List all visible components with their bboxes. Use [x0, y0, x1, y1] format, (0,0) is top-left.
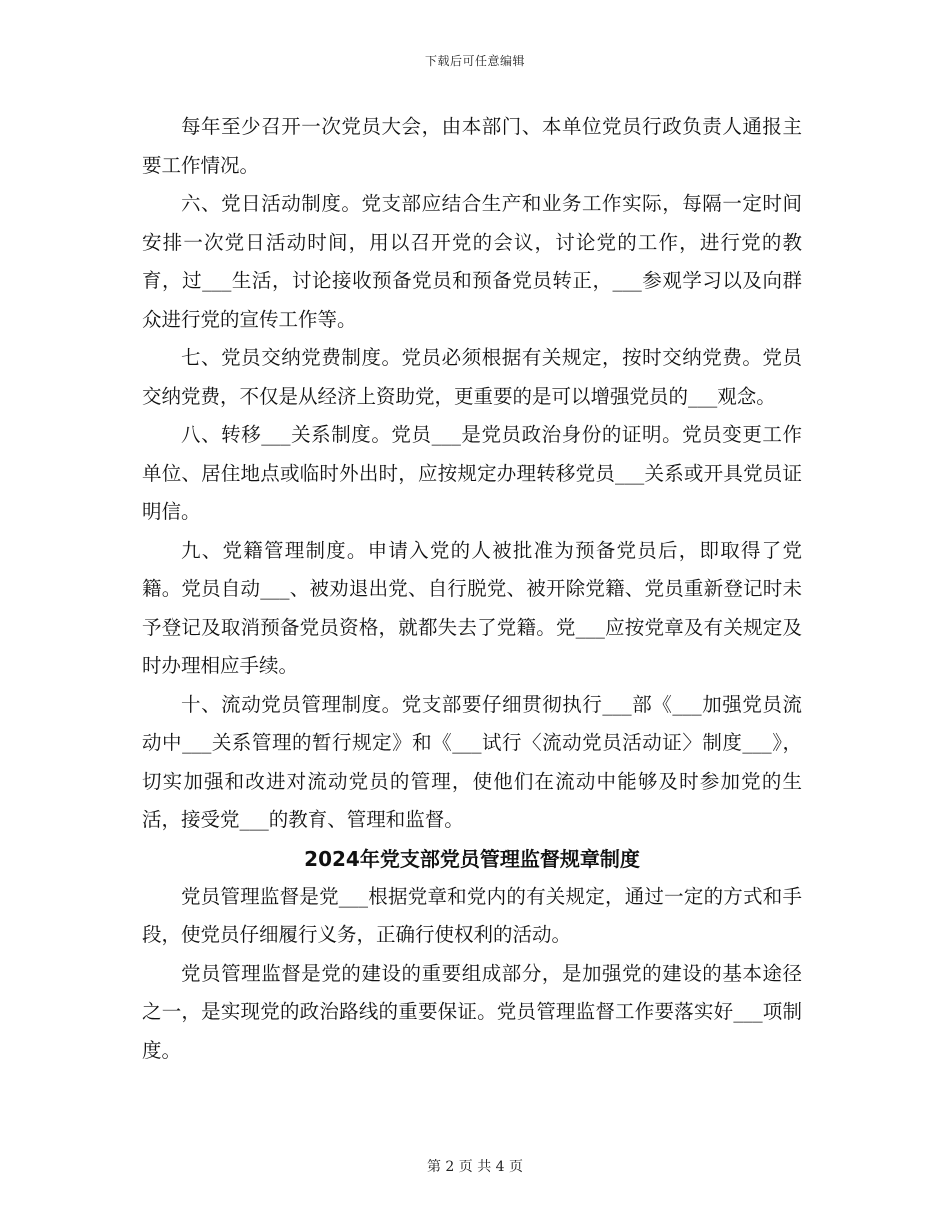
- paragraph-supervision-importance: 党员管理监督是党的建设的重要组成部分，是加强党的建设的基本途径之一，是实现党的政治路线的重要保证。党员管理监督工作要落实好___项制度。: [142, 961, 802, 1062]
- page-number: 第 2 页 共 4 页: [426, 1159, 524, 1175]
- document-body: [142, 108, 802, 1070]
- paragraph-continuation: 每年至少召开一次党员大会，由本部门、本单位党员行政负责人通报主要工作情况。: [142, 115, 802, 177]
- paragraph-supervision-definition: 党员管理监督是党___根据党章和党内的有关规定，通过一定的方式和手段，使党员仔细履行义务，正确行使权利的活动。: [142, 884, 802, 946]
- paragraph-transfer-system: 八、转移___关系制度。党员___是党员政治身份的证明。党员变更工作单位、居住地点或临时外出时，应按规定办理转移党员___关系或开具党员证明信。: [142, 423, 802, 523]
- page-header: 下载后可任意编辑: [424, 54, 525, 68]
- paragraph-party-day-system: 六、党日活动制度。党支部应结合生产和业务工作实际，每隔一定时间安排一次党日活动时间，用以召开党的会议，讨论党的工作，进行党的教育，过___生活，讨论接收预备党员和预备党员转正，___参观学习以及向群众进行党的宣传工作等。: [142, 192, 802, 331]
- paragraph-party-dues-system: 七、党员交纳党费制度。党员必须根据有关规定，按时交纳党费。党员交纳党费，不仅是从经济上资助党，更重要的是可以增强党员的___观念。: [142, 346, 802, 408]
- paragraph-membership-system: 九、党籍管理制度。申请入党的人被批准为预备党员后，即取得了党籍。党员自动___、被劝退出党、自行脱党、被开除党籍、党员重新登记时未予登记及取消预备党员资格，就都失去了党籍。党___应按党章及有关规定及时办理相应手续。: [142, 538, 802, 677]
- paragraph-mobile-member-system: 十、流动党员管理制度。党支部要仔细贯彻执行___部《___加强党员流动中___关系管理的暂行规定》和《___试行〈流动党员活动证〉制度___》，切实加强和改进对流动党员的管理，使他们在流动中能够及时参加党的生活，接受党___的教育、管理和监督。: [142, 692, 802, 831]
- section-title: 2024年党支部党员管理监督规章制度: [304, 846, 640, 871]
